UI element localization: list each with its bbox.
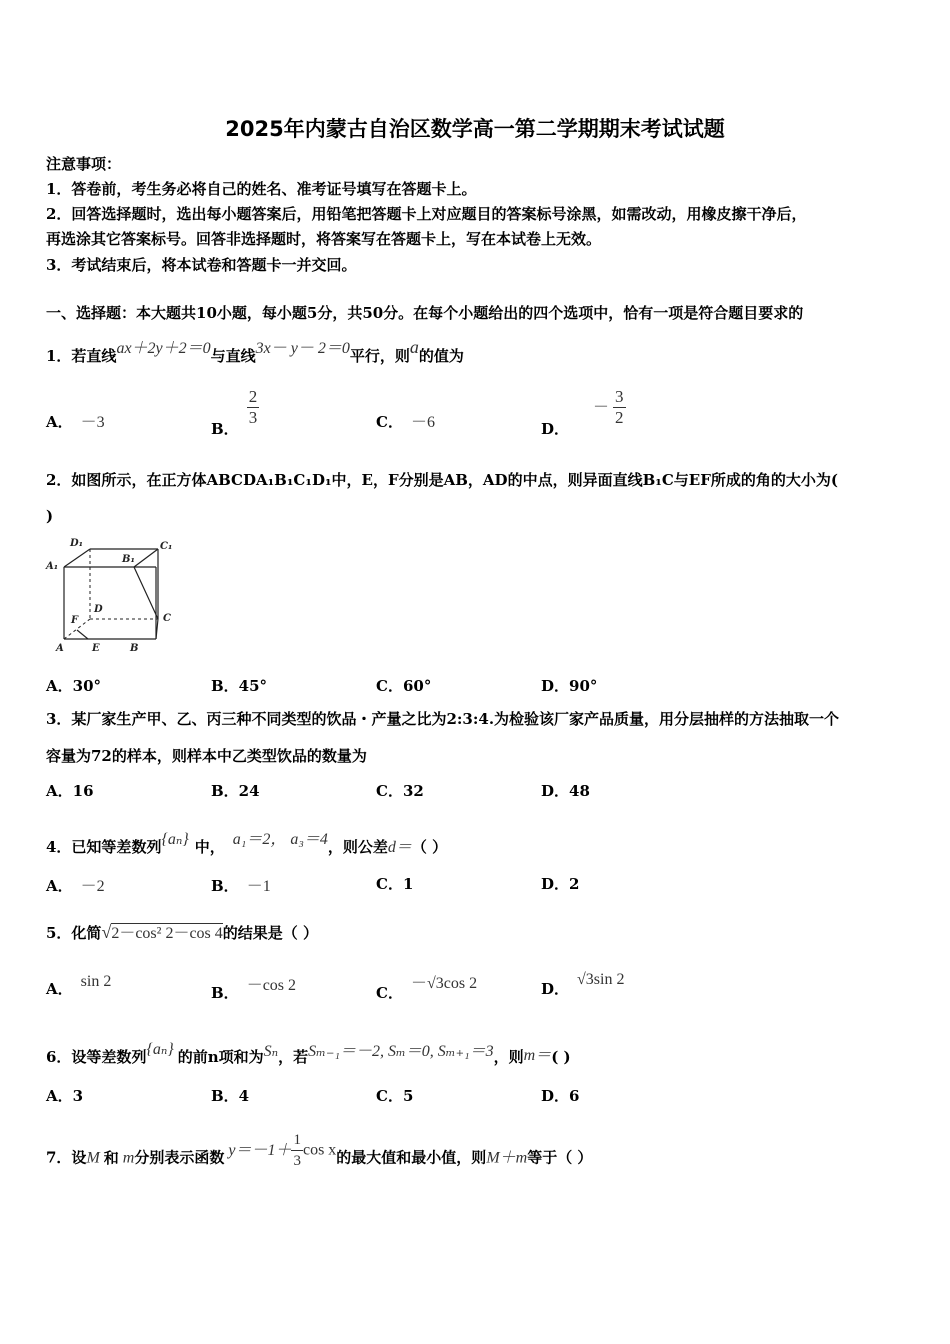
option-label: C． — [376, 413, 403, 431]
cube-label: D₁ — [70, 538, 84, 549]
fraction — [291, 1130, 303, 1171]
q7-m: m — [122, 1149, 135, 1167]
q4-stem-tail: ，则公差 — [327, 838, 388, 856]
page-title: 2025年内蒙古自治区数学高一第二学期期末考试试题 — [225, 117, 725, 141]
fraction — [247, 387, 260, 428]
q1-stem-tail: 平行，则 — [349, 347, 410, 365]
q1-var: a — [409, 337, 419, 357]
question-5 — [46, 920, 318, 943]
q5-option-c — [376, 970, 477, 1003]
q6-option-a: A．3 — [46, 1087, 84, 1105]
option-label: C． — [376, 984, 403, 1002]
option-label: B． — [211, 984, 239, 1002]
q1-line2-eq: 3x－ y－ 2＝0 — [255, 340, 350, 357]
cube-label: B — [130, 643, 139, 654]
notice-heading: 注意事项： — [46, 155, 122, 173]
q6-stem: 6．设等差数列 — [46, 1048, 147, 1066]
q7-func-b: cos x — [302, 1141, 337, 1159]
q7-stem-mid: 分别表示函数 — [134, 1148, 225, 1167]
q5-option-d — [541, 970, 624, 999]
notice-item: 3．考试结束后，将本试卷和答题卡一并交回。 — [46, 256, 357, 274]
question-1 — [46, 335, 464, 366]
q2-option-c: C．60° — [376, 677, 432, 695]
question-2-end: ) — [46, 507, 54, 525]
q6-stem-mid2: ，若 — [278, 1048, 309, 1066]
q6-cond: Sₘ₋₁＝－2, Sₘ＝0, Sₘ₊₁＝3 — [308, 1043, 494, 1060]
option-value: √3sin 2 — [577, 971, 625, 988]
q4-option-c: C．1 — [376, 875, 414, 893]
q6-paren: ( ) — [551, 1048, 571, 1066]
q4-cond: a₁＝2， a₃＝4 — [232, 831, 328, 848]
option-value: sin 2 — [80, 973, 112, 990]
option-label: B． — [211, 877, 239, 895]
q1-stem: 1．若直线 — [46, 347, 117, 365]
q6-option-c: C．5 — [376, 1087, 414, 1105]
q1-option-c — [376, 409, 435, 432]
q4-stem: 4．已知等差数列 — [46, 838, 162, 856]
option-value: －3 — [80, 414, 105, 431]
question-3-cont: 容量为72的样本，则样本中乙类型饮品的数量为 — [46, 747, 367, 765]
option-value: －2 — [80, 878, 105, 895]
question-2: 2．如图所示，在正方体ABCDA₁B₁C₁D₁中，E，F分别是AB，AD的中点，则异面直线B₁C与EF所成的角的大小为( — [46, 471, 838, 489]
question-7 — [46, 1130, 592, 1171]
q7-and: 和 — [103, 1148, 119, 1167]
q3-option-b: B．24 — [211, 782, 260, 800]
cube-edge — [134, 549, 158, 567]
q3-option-a: A．16 — [46, 782, 94, 800]
question-4 — [46, 826, 447, 857]
cube-label: A — [56, 643, 64, 654]
q4-stem-mid: 中， — [194, 838, 225, 856]
q5-stem-tail: 的结果是（ ） — [222, 924, 319, 942]
fraction-den: 3 — [293, 1153, 301, 1169]
cube-label: C₁ — [160, 541, 173, 552]
fraction-num: 2 — [248, 387, 258, 406]
q6-stem-mid: 的前n项和为 — [177, 1048, 264, 1066]
q5-option-a — [46, 972, 111, 999]
fraction-num: 1 — [291, 1130, 303, 1151]
q4-option-a — [46, 873, 105, 896]
option-value: －√3cos 2 — [410, 975, 478, 992]
option-label: B． — [211, 419, 239, 438]
q1-option-d — [541, 387, 626, 439]
cube-figure — [44, 535, 184, 655]
cube-edge — [64, 549, 90, 567]
notice-item: 再选涂其它答案标号。回答非选择题时，将答案写在答题卡上，写在本试卷上无效。 — [46, 230, 602, 248]
q6-stem-tail: ，则 — [493, 1048, 524, 1066]
option-label: A． — [46, 980, 73, 998]
option-label: A． — [46, 413, 73, 431]
q2-option-a: A．30° — [46, 677, 102, 695]
cube-label: B₁ — [122, 554, 135, 565]
q1-line1-eq: ax＋2y＋2＝0 — [116, 340, 211, 357]
option-value: －1 — [246, 878, 271, 895]
b1c-segment — [134, 567, 158, 619]
question-3: 3．某厂家生产甲、乙、丙三种不同类型的饮品・产量之比为2:3:4.为检验该厂家产品质量，用分层抽样的方法抽取一个 — [46, 710, 840, 728]
q7-stem: 7．设 — [46, 1148, 87, 1167]
section-heading: 一、选择题：本大题共10小题，每小题5分，共50分。在每个小题给出的四个选项中，恰有一项是符合题目要求的 — [46, 304, 804, 322]
q5-stem: 5．化简 — [46, 924, 102, 942]
q7-sum: M＋m — [486, 1149, 528, 1167]
option-label: A． — [46, 877, 73, 895]
option-value: －cos 2 — [246, 977, 297, 994]
cube-label: F — [71, 615, 79, 626]
q7-stem-tail: 的最大值和最小值，则 — [336, 1148, 487, 1167]
q6-s: Sₙ — [263, 1043, 279, 1060]
notice-item: 1．答卷前，考生务必将自己的姓名、准考证号填写在答题卡上。 — [46, 180, 477, 198]
cube-label: A₁ — [46, 561, 59, 572]
ef-segment — [77, 630, 88, 639]
option-label: D． — [541, 980, 570, 998]
cube-label: E — [92, 643, 100, 654]
cube-label: D — [94, 604, 103, 615]
q1-stem-mid: 与直线 — [210, 347, 256, 365]
q2-option-b: B．45° — [211, 677, 268, 695]
fraction-den: 3 — [248, 408, 258, 427]
q5-option-b — [211, 972, 296, 1003]
q4-option-b — [211, 873, 271, 896]
q4-paren: （ ） — [411, 838, 448, 856]
q6-option-d: D．6 — [541, 1087, 580, 1105]
option-label: D． — [541, 419, 570, 438]
fraction-den: 2 — [615, 408, 624, 427]
q1-stem-end: 的值为 — [418, 347, 464, 365]
q4-option-d: D．2 — [541, 875, 580, 893]
q1-option-b — [211, 387, 259, 439]
notice-item: 2．回答选择题时，选出每小题答案后，用铅笔把答题卡上对应题目的答案标号涂黑，如需改动，用橡皮擦干净后， — [46, 205, 807, 223]
q4-d: d＝ — [387, 839, 412, 856]
question-6 — [46, 1038, 571, 1067]
fraction-num: 3 — [615, 387, 624, 406]
fraction — [613, 387, 626, 428]
q5-expr: 2－cos² 2－cos 4 — [111, 925, 223, 942]
q7-M: M — [86, 1149, 100, 1167]
cube-label: C — [163, 613, 171, 624]
sqrt-sign: √ — [101, 922, 112, 942]
q1-option-a — [46, 409, 105, 432]
q7-func-a: y＝－1＋ — [228, 1141, 292, 1159]
q3-option-d: D．48 — [541, 782, 590, 800]
q6-seq: {aₙ} — [146, 1041, 174, 1058]
q2-option-d: D．90° — [541, 677, 598, 695]
option-sign: － — [593, 398, 610, 416]
q7-stem-end: 等于（ ） — [527, 1148, 593, 1167]
q6-option-b: B．4 — [211, 1087, 250, 1105]
q4-seq: {aₙ} — [161, 831, 189, 848]
q6-m: m＝ — [523, 1047, 552, 1064]
q3-option-c: C．32 — [376, 782, 424, 800]
option-value: －6 — [410, 414, 435, 431]
